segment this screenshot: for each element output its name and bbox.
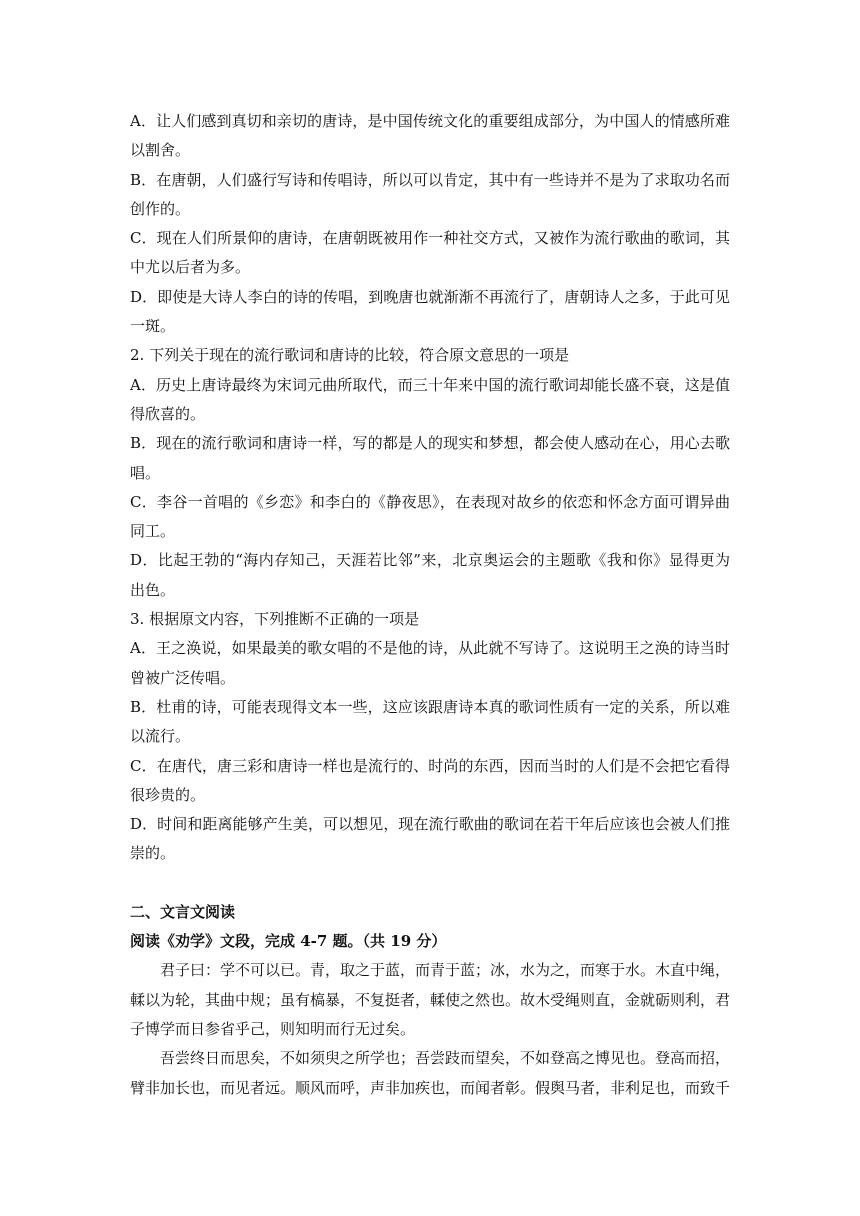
question-1-options xyxy=(130,107,730,341)
q3-option-d-line-2: 崇的。 xyxy=(130,844,176,863)
document-page xyxy=(130,107,730,1103)
q3-option-a-line-1: A．王之涣说，如果最美的歌女唱的不是他的诗，从此就不写诗了。这说明王之涣的诗当时 xyxy=(130,639,730,658)
section-classical-reading xyxy=(130,898,730,1103)
passage-paragraph-2 xyxy=(130,1044,730,1103)
q1-option-a-line-1: A．让人们感到真切和亲切的唐诗，是中国传统文化的重要组成部分，为中国人的情感所难 xyxy=(130,112,730,130)
passage-p1-line-2: 輮以为轮，其曲中规；虽有槁暴，不复挺者，輮使之然也。故木受绳则直，金就砺则利，君 xyxy=(130,990,730,1009)
q1-option-b-line-1: B．在唐朝，人们盛行写诗和传唱诗，所以可以肯定，其中有一些诗并不是为了求取功名而 xyxy=(130,170,730,189)
q1-option-a-line-2: 以割舍。 xyxy=(130,141,191,160)
q2-option-d-line-2: 出色。 xyxy=(130,580,176,599)
passage-p1-line-1: 君子曰：学不可以已。青，取之于蓝，而青于蓝；冰，水为之，而寒于水。木直中绳， xyxy=(160,961,730,980)
q2-option-c-line-1: C．李谷一首唱的《乡恋》和李白的《静夜思》，在表现对故乡的依恋和怀念方面可谓异曲 xyxy=(130,492,730,511)
question-2 xyxy=(130,341,730,605)
section-spacer xyxy=(130,869,730,898)
q3-stem: 3. 根据原文内容，下列推断不正确的一项是 xyxy=(130,610,420,629)
q2-option-c-line-2: 同工。 xyxy=(130,522,176,541)
q2-stem: 2. 下列关于现在的流行歌词和唐诗的比较，符合原文意思的一项是 xyxy=(130,346,570,365)
passage-p1-line-3: 子博学而日参省乎己，则知明而行无过矣。 xyxy=(130,1019,416,1038)
q2-option-b-line-1: B．现在的流行歌词和唐诗一样，写的都是人的现实和梦想，都会使人感动在心，用心去歌 xyxy=(130,434,730,453)
q1-option-c-line-1: C．现在人们所景仰的唐诗，在唐朝既被用作一种社交方式，又被作为流行歌曲的歌词，其 xyxy=(130,229,730,248)
q3-option-b-line-1: B．杜甫的诗，可能表现得文本一些，这应该跟唐诗本真的歌词性质有一定的关系，所以难 xyxy=(130,697,730,716)
q1-option-d-line-2: 一斑。 xyxy=(130,317,176,336)
section-instruction: 阅读《劝学》文段，完成 4-7 题。（共 19 分） xyxy=(130,932,447,951)
q3-option-d-line-1: D．时间和距离能够产生美，可以想见，现在流行歌曲的歌词在若干年后应该也会被人们推 xyxy=(130,815,730,834)
q3-option-c-line-2: 很珍贵的。 xyxy=(130,785,206,804)
passage-p2-line-2: 臂非加长也，而见者远。顺风而呼，声非加疾也，而闻者彰。假舆马者，非利足也，而致千 xyxy=(130,1078,730,1097)
q1-option-d-line-1: D．即使是大诗人李白的诗的传唱，到晚唐也就渐渐不再流行了，唐朝诗人之多，于此可见 xyxy=(130,287,730,306)
passage-paragraph-1 xyxy=(130,956,730,1044)
q1-option-c-line-2: 中尤以后者为多。 xyxy=(130,258,251,277)
q3-option-c-line-1: C．在唐代，唐三彩和唐诗一样也是流行的、时尚的东西，因而当时的人们是不会把它看得 xyxy=(130,756,730,775)
q3-option-b-line-2: 以流行。 xyxy=(130,727,191,746)
question-3 xyxy=(130,605,730,869)
q2-option-a-line-1: A．历史上唐诗最终为宋词元曲所取代，而三十年来中国的流行歌词却能长盛不衰，这是值 xyxy=(130,375,730,394)
q3-option-a-line-2: 曾被广泛传唱。 xyxy=(130,668,236,687)
section-heading: 二、文言文阅读 xyxy=(130,902,236,921)
q2-option-a-line-2: 得欣喜的。 xyxy=(130,404,206,423)
q2-option-b-line-2: 唱。 xyxy=(130,463,161,482)
passage-p2-line-1: 吾尝终日而思矣，不如须臾之所学也；吾尝跂而望矣，不如登高之博见也。登高而招， xyxy=(160,1049,730,1068)
q1-option-b-line-2: 创作的。 xyxy=(130,199,191,218)
q2-option-d-line-1: D．比起王勃的“海内存知己，天涯若比邻”来，北京奥运会的主题歌《我和你》显得更为 xyxy=(130,551,730,570)
